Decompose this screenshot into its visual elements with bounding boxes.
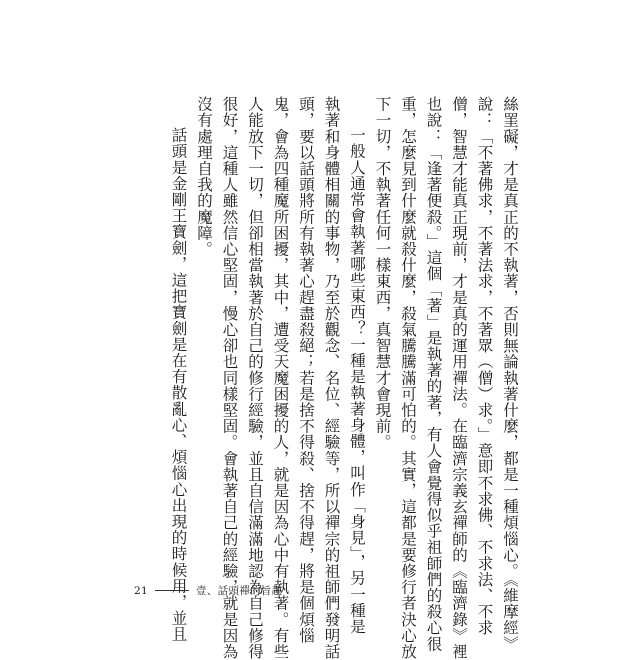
text-line-8: 執著和身體相關的事物，乃至於觀念、名位、經驗等，所以禪宗的祖師們發明話 — [322, 96, 341, 660]
text-line-13: 沒有處理自我的魔障。 — [195, 96, 213, 257]
page-number: 21 — [134, 584, 148, 597]
footer-rule — [155, 590, 189, 591]
text-line-5: 重，怎麼見到什麼就殺什麼，殺氣騰騰滿可怕的。其實，這都是要修行者決心放 — [399, 96, 417, 660]
body-text — [165, 96, 522, 660]
text-line-3: 僧，智慧才能真正現前，才是真的運用禪法。在臨濟宗義玄禪師的《臨濟錄》裡 — [450, 96, 468, 660]
page-footer — [134, 583, 282, 598]
text-line-12: 很好，這種人雖然信心堅固，慢心卻也同樣堅固。會執著自己的經驗，就是因為 — [220, 96, 239, 660]
text-line-7: 一般人通常會執著哪些東西？一種是執著身體，叫作「身見」，另一種是 — [348, 127, 366, 635]
text-line-10: 鬼，會為四種魔所困擾，其中，遭受天魔困擾的人，就是因為心中有執著。有些 — [271, 96, 290, 660]
text-line-14: 話頭是金剛王寶劍，這把寶劍是在有散亂心、煩惱心出現的時候用，並且 — [169, 127, 188, 643]
text-line-9: 頭，要以話頭將所有執著心趕盡殺絕；若是捨不得殺、捨不得趕，將是個煩惱 — [297, 96, 315, 644]
text-line-1: 絲罣礙，才是真正的不執著，否則無論執著什麼，都是一種煩惱心。《維摩經》 — [501, 96, 519, 652]
text-line-6: 下一切，不執著任何一樣東西，真智慧才會現前。 — [373, 96, 392, 451]
text-line-4: 也說：「逢著便殺。」這個「著」是執著的著，有人會覺得似乎祖師們的殺心很 — [424, 96, 443, 652]
chapter-title: 壹、話頭禪的旨趣 — [195, 585, 283, 597]
text-line-2: 說：「不著佛求，不著法求，不著眾（僧）求。」意即不求佛、不求法、不求 — [475, 96, 494, 636]
text-line-11: 人能放下一切，但卻相當執著於自己的修行經驗，並且自信滿滿地認為自己修得 — [246, 96, 264, 660]
